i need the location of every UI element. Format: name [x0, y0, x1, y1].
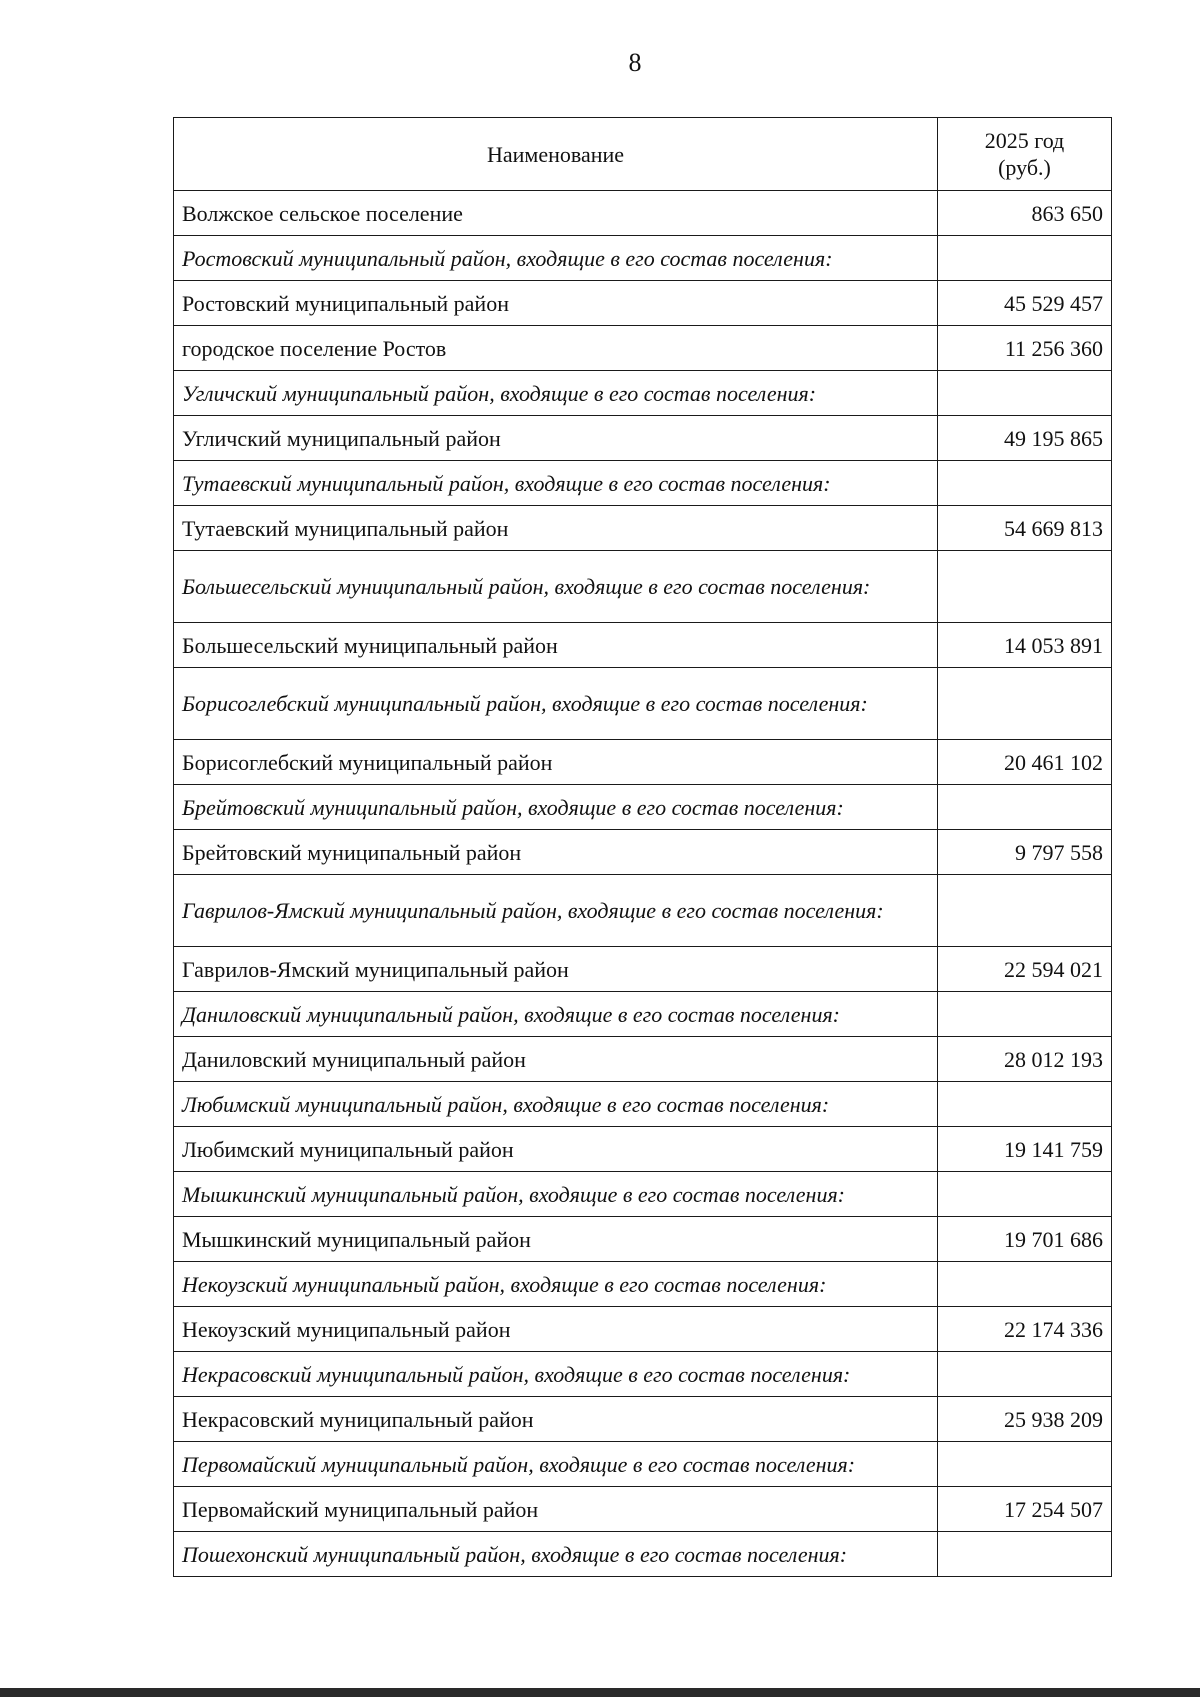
row-name-cell: Борисоглебский муниципальный район [174, 740, 938, 785]
group-row [174, 992, 1112, 1037]
row-name-cell: Некоузский муниципальный район [174, 1307, 938, 1352]
row-value-cell [938, 875, 1112, 947]
row-value-cell: 19 141 759 [938, 1127, 1112, 1172]
row-value-cell [938, 461, 1112, 506]
table-row [174, 830, 1112, 875]
group-row [174, 236, 1112, 281]
row-value-cell: 45 529 457 [938, 281, 1112, 326]
row-name-cell: Первомайский муниципальный район, входящие в его состав поселения: [174, 1442, 938, 1487]
row-value-cell: 20 461 102 [938, 740, 1112, 785]
row-value-cell: 19 701 686 [938, 1217, 1112, 1262]
row-value-cell: 54 669 813 [938, 506, 1112, 551]
table-row [174, 416, 1112, 461]
row-name-cell: Даниловский муниципальный район, входящие в его состав поселения: [174, 992, 938, 1037]
row-value-cell: 25 938 209 [938, 1397, 1112, 1442]
table-row [174, 623, 1112, 668]
row-name-cell: Брейтовский муниципальный район [174, 830, 938, 875]
header-unit: (руб.) [998, 155, 1051, 180]
row-name-cell: Угличский муниципальный район, входящие в его состав поселения: [174, 371, 938, 416]
table-row [174, 1127, 1112, 1172]
row-name-cell: Любимский муниципальный район [174, 1127, 938, 1172]
group-row [174, 875, 1112, 947]
row-name-cell: Тутаевский муниципальный район, входящие в его состав поселения: [174, 461, 938, 506]
group-row [174, 1262, 1112, 1307]
row-value-cell [938, 236, 1112, 281]
row-name-cell: Некрасовский муниципальный район, входящие в его состав поселения: [174, 1352, 938, 1397]
row-name-cell: Любимский муниципальный район, входящие в его состав поселения: [174, 1082, 938, 1127]
group-row [174, 1082, 1112, 1127]
row-name-cell: Большесельский муниципальный район [174, 623, 938, 668]
row-value-cell: 28 012 193 [938, 1037, 1112, 1082]
row-value-cell [938, 1442, 1112, 1487]
row-value-cell: 14 053 891 [938, 623, 1112, 668]
row-value-cell [938, 992, 1112, 1037]
group-row [174, 1442, 1112, 1487]
row-name-cell: Некрасовский муниципальный район [174, 1397, 938, 1442]
row-name-cell: Гаврилов-Ямский муниципальный район, входящие в его состав поселения: [174, 875, 938, 947]
row-value-cell: 22 174 336 [938, 1307, 1112, 1352]
group-row [174, 1172, 1112, 1217]
group-row [174, 461, 1112, 506]
table-row [174, 1487, 1112, 1532]
header-name-cell: Наименование [174, 118, 938, 191]
row-value-cell: 863 650 [938, 191, 1112, 236]
row-name-cell: Ростовский муниципальный район [174, 281, 938, 326]
table-row [174, 281, 1112, 326]
row-value-cell: 17 254 507 [938, 1487, 1112, 1532]
row-name-cell: городское поселение Ростов [174, 326, 938, 371]
table-row [174, 947, 1112, 992]
row-name-cell: Мышкинский муниципальный район, входящие в его состав поселения: [174, 1172, 938, 1217]
row-value-cell: 22 594 021 [938, 947, 1112, 992]
row-name-cell: Первомайский муниципальный район [174, 1487, 938, 1532]
row-value-cell [938, 1532, 1112, 1577]
table-row [174, 1307, 1112, 1352]
row-name-cell: Волжское сельское поселение [174, 191, 938, 236]
table-row [174, 1397, 1112, 1442]
row-value-cell: 49 195 865 [938, 416, 1112, 461]
row-name-cell: Некоузский муниципальный район, входящие в его состав поселения: [174, 1262, 938, 1307]
scan-edge [0, 1688, 1200, 1697]
group-row [174, 1352, 1112, 1397]
row-value-cell [938, 1082, 1112, 1127]
row-name-cell: Мышкинский муниципальный район [174, 1217, 938, 1262]
row-value-cell: 9 797 558 [938, 830, 1112, 875]
table-row [174, 740, 1112, 785]
row-name-cell: Ростовский муниципальный район, входящие в его состав поселения: [174, 236, 938, 281]
row-value-cell [938, 371, 1112, 416]
group-row [174, 371, 1112, 416]
table-header-row [174, 118, 1112, 191]
table-row [174, 1037, 1112, 1082]
group-row [174, 551, 1112, 623]
row-value-cell [938, 785, 1112, 830]
row-value-cell: 11 256 360 [938, 326, 1112, 371]
row-value-cell [938, 1262, 1112, 1307]
budget-table [173, 117, 1112, 1577]
group-row [174, 785, 1112, 830]
page-number: 8 [628, 48, 642, 77]
row-name-cell: Даниловский муниципальный район [174, 1037, 938, 1082]
row-name-cell: Гаврилов-Ямский муниципальный район [174, 947, 938, 992]
group-row [174, 668, 1112, 740]
group-row [174, 1532, 1112, 1577]
row-name-cell: Большесельский муниципальный район, входящие в его состав поселения: [174, 551, 938, 623]
table-row [174, 326, 1112, 371]
row-name-cell: Тутаевский муниципальный район [174, 506, 938, 551]
row-name-cell: Пошехонский муниципальный район, входящие в его состав поселения: [174, 1532, 938, 1577]
row-value-cell [938, 668, 1112, 740]
row-value-cell [938, 1172, 1112, 1217]
row-value-cell [938, 551, 1112, 623]
row-name-cell: Угличский муниципальный район [174, 416, 938, 461]
table-row [174, 506, 1112, 551]
row-value-cell [938, 1352, 1112, 1397]
row-name-cell: Борисоглебский муниципальный район, входящие в его состав поселения: [174, 668, 938, 740]
table-row [174, 191, 1112, 236]
header-year: 2025 год [984, 128, 1065, 153]
row-name-cell: Брейтовский муниципальный район, входящие в его состав поселения: [174, 785, 938, 830]
table-row [174, 1217, 1112, 1262]
header-year-cell [938, 118, 1112, 191]
